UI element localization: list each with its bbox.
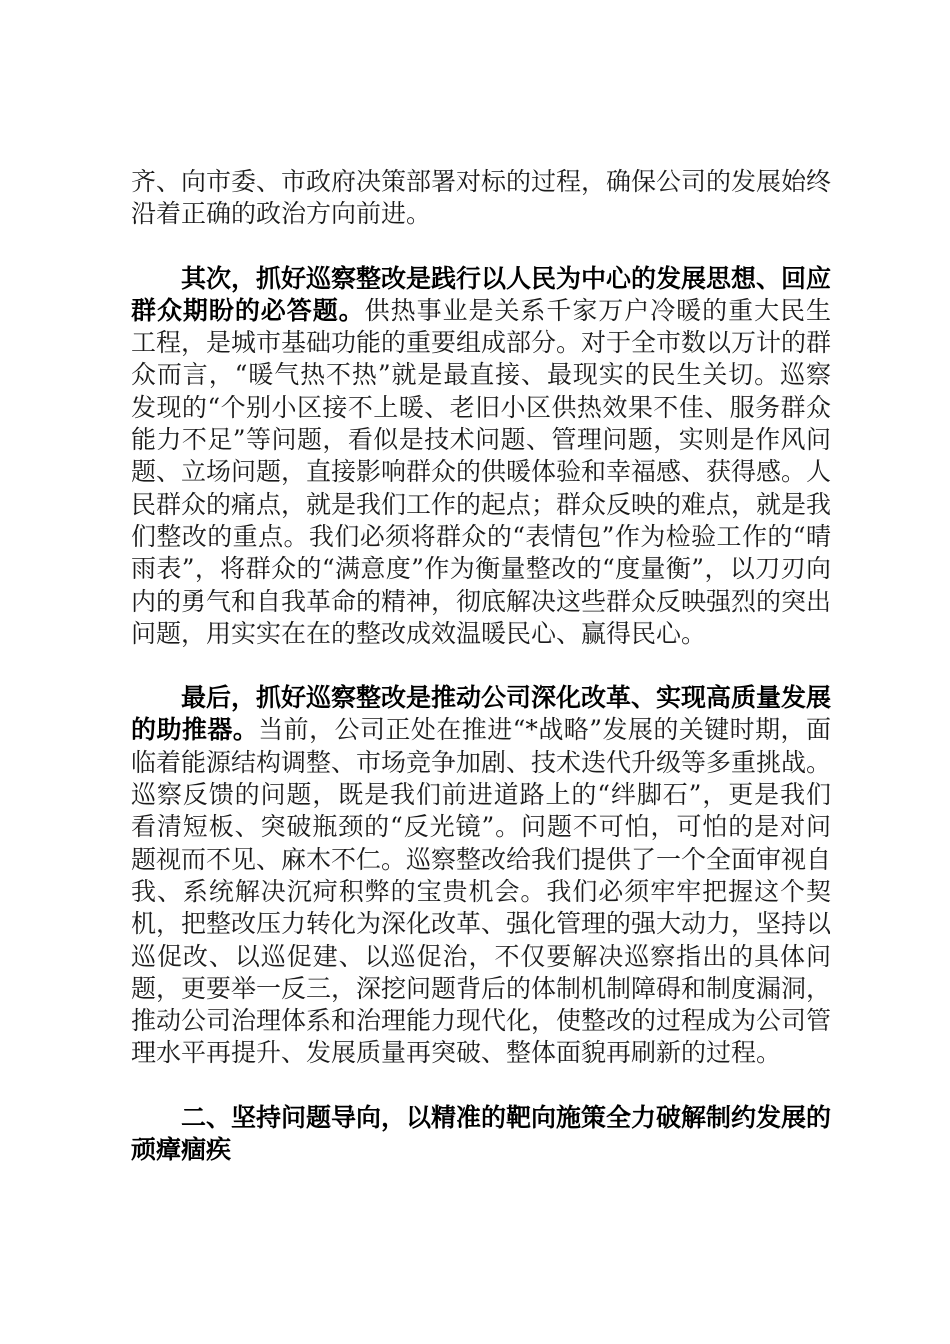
paragraph-3 — [131, 682, 831, 1070]
paragraph-2 — [131, 263, 831, 651]
paragraph-2-lead: 其次，抓好巡察整改是践行以人民为中心的发展思想、回应群众期盼的必答题。 — [131, 263, 832, 325]
document-page — [131, 166, 831, 1166]
paragraph-2-body: 供热事业是关系千家万户冷暖的重大民生工程，是城市基础功能的重要组成部分。对于全市数以万计的群众而言，“暖气热不热”就是最直接、最现实的民生关切。巡察发现的“个别小区接不上暖、老旧小区供热效果不佳、服务群众能力不足”等问题，看似是技术问题、管理问题，实则是作风问题、立场问题，直接影响群众的供暖体验和幸福感、获得感。人民群众的痛点，就是我们工作的起点；群众反映的难点，就是我们整改的重点。我们必须将群众的“表情包”作为检验工作的“晴雨表”，将群众的“满意度”作为衡量整改的“度量衡”，以刀刃向内的勇气和自我革命的精神，彻底解决这些群众反映强烈的突出问题，用实实在在的整改成效温暖民心、赢得民心。 — [131, 295, 832, 648]
paragraph-1-text: 齐、向市委、市政府决策部署对标的过程，确保公司的发展始终沿着正确的政治方向前进。 — [131, 167, 832, 229]
section-heading — [131, 1102, 831, 1167]
paragraph-1 — [131, 166, 831, 231]
paragraph-3-lead: 最后，抓好巡察整改是推动公司深化改革、实现高质量发展的助推器。 — [131, 683, 832, 745]
section-heading-text: 二、坚持问题导向，以精准的靶向施策全力破解制约发展的顽瘴痼疾 — [131, 1102, 832, 1165]
paragraph-3-body: 当前，公司正处在推进“*战略”发展的关键时期，面临着能源结构调整、市场竞争加剧、技术迭代升级等多重挑战。巡察反馈的问题，既是我们前进道路上的“绊脚石”，更是我们看清短板、突破瓶颈的“反光镜”。问题不可怕，可怕的是对问题视而不见、麻木不仁。巡察整改给我们提供了一个全面审视自我、系统解决沉疴积弊的宝贵机会。我们必须牢牢把握这个契机，把整改压力转化为深化改革、强化管理的强大动力，坚持以巡促改、以巡促建、以巡促治，不仅要解决巡察指出的具体问题，更要举一反三，深挖问题背后的体制机制障碍和制度漏洞，推动公司治理体系和治理能力现代化，使整改的过程成为公司管理水平再提升、发展质量再突破、整体面貌再刷新的过程。 — [131, 715, 832, 1068]
